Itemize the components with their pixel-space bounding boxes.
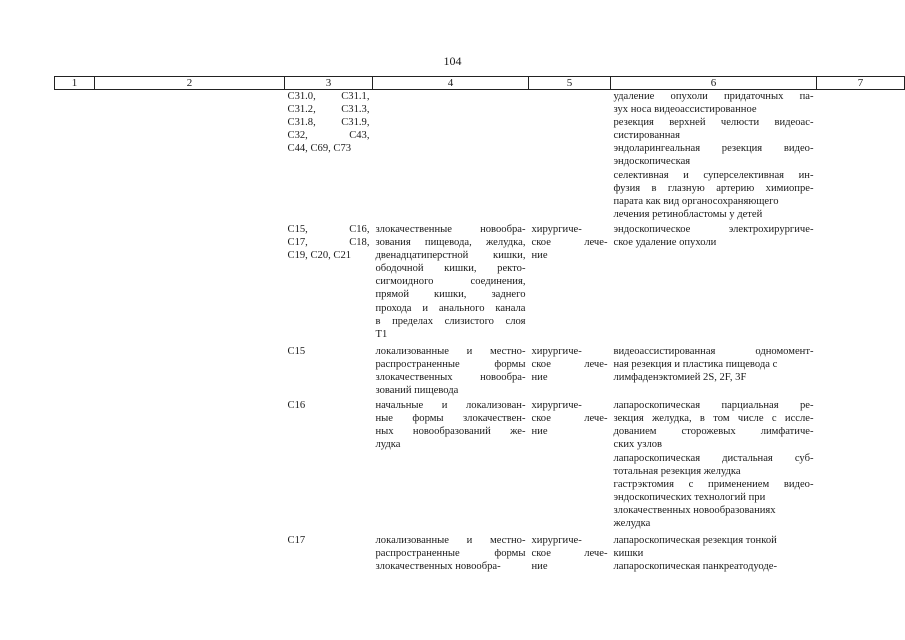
cell-treatment-method xyxy=(611,397,817,530)
text-line: ных новообразований же- xyxy=(375,426,526,438)
text-line: ободочной кишки, ректо- xyxy=(375,263,526,275)
column-header-4: 4 xyxy=(373,77,529,90)
table-row xyxy=(55,90,905,221)
text-line: злокачественные новообра- xyxy=(375,223,526,235)
text-line: C31.8, C31.9, xyxy=(287,117,370,129)
text-line: резекция верхней челюсти видеоас- xyxy=(613,117,814,129)
cell-icd-codes xyxy=(285,397,373,530)
text-line: двенадцатиперстной кишки, xyxy=(375,250,526,262)
text-line: кишки xyxy=(613,548,644,560)
cell-number xyxy=(55,397,95,530)
text-line: селективная и суперселективная ин- xyxy=(613,169,814,181)
cell-treatment-type xyxy=(529,221,611,341)
text-line: лимфаденэктомией 2S, 2F, 3F xyxy=(613,371,747,383)
text-line: злокачественных новообра- xyxy=(375,371,526,383)
cell-treatment-method xyxy=(611,530,817,573)
column-header-7: 7 xyxy=(817,77,905,90)
cell-disease-model xyxy=(373,397,529,530)
text-line: систированная xyxy=(613,130,680,142)
text-line: C19, C20, C21 xyxy=(287,250,352,262)
cell-disease-model xyxy=(373,90,529,221)
text-line: C16 xyxy=(287,400,306,412)
text-line: C44, C69, C73 xyxy=(287,143,352,155)
column-header-5: 5 xyxy=(529,77,611,90)
column-header-6: 6 xyxy=(611,77,817,90)
table-row xyxy=(55,530,905,573)
text-line: лапароскопическая панкреатодуоде- xyxy=(613,561,777,573)
cell-cost xyxy=(817,90,905,221)
cell-number xyxy=(55,221,95,341)
text-line: распространенные формы xyxy=(375,358,526,370)
text-line: ная резекция и пластика пищевода с xyxy=(613,358,778,370)
cell-profile xyxy=(95,341,285,397)
text-line: лапароскопическая парциальная ре- xyxy=(613,400,814,412)
cell-treatment-type xyxy=(529,90,611,221)
text-line: C31.0, C31.1, xyxy=(287,91,370,102)
text-line: ние xyxy=(531,250,548,262)
text-line: зух носа видеоассистированное xyxy=(613,104,757,116)
text-line: дованием сторожевых лимфатиче- xyxy=(613,426,814,438)
text-line: прямой кишки, заднего xyxy=(375,289,526,301)
text-line: видеоассистированная одномомент- xyxy=(613,345,814,357)
cell-cost xyxy=(817,530,905,573)
text-line: локализованные и местно- xyxy=(375,535,526,547)
text-line: гастрэктомия с применением видео- xyxy=(613,478,814,490)
cell-number xyxy=(55,530,95,573)
text-line: T1 xyxy=(375,328,388,340)
column-number-row xyxy=(55,77,905,90)
text-line: начальные и локализован- xyxy=(375,400,526,412)
text-line: C32, C43, xyxy=(287,130,370,142)
cell-icd-codes xyxy=(285,341,373,397)
column-header-3: 3 xyxy=(285,77,373,90)
text-line: C15 xyxy=(287,345,306,357)
text-line: лапароскопическая дистальная суб- xyxy=(613,452,814,464)
text-line: хирургиче- xyxy=(531,345,582,357)
text-line: ные формы злокачествен- xyxy=(375,413,526,425)
text-line: C17, C18, xyxy=(287,237,370,249)
text-line: ских узлов xyxy=(613,439,663,451)
text-line: злокачественных новообразованиях xyxy=(613,504,776,516)
text-line: ское лече- xyxy=(531,237,608,249)
text-line: C31.2, C31.3, xyxy=(287,104,370,116)
text-line: сигмоидного соединения, xyxy=(375,276,526,288)
cell-cost xyxy=(817,341,905,397)
cell-treatment-method xyxy=(611,90,817,221)
text-line: C17 xyxy=(287,535,306,547)
cell-disease-model xyxy=(373,221,529,341)
text-line: ское удаление опухоли xyxy=(613,237,717,249)
text-line: эндоскопическое электрохирургиче- xyxy=(613,223,814,235)
text-line: злокачественных новообра- xyxy=(375,561,501,573)
text-line: фузия в глазную артерию химиопре- xyxy=(613,182,814,194)
text-line: лечения ретинобластомы у детей xyxy=(613,208,763,220)
cell-disease-model xyxy=(373,530,529,573)
cell-disease-model xyxy=(373,341,529,397)
text-line: зекция желудка, в том числе с иссле- xyxy=(613,413,814,425)
text-line: ние xyxy=(531,561,548,573)
cell-cost xyxy=(817,397,905,530)
table-body xyxy=(55,90,905,574)
table-row xyxy=(55,341,905,397)
text-line: лапароскопическая резекция тонкой xyxy=(613,535,777,547)
page-number: 104 xyxy=(443,54,462,68)
text-line: зования пищевода, желудка, xyxy=(375,237,526,249)
cell-icd-codes xyxy=(285,221,373,341)
text-line: распространенные формы xyxy=(375,548,526,560)
text-line: удаление опухоли придаточных па- xyxy=(613,91,814,102)
text-line: желудка xyxy=(613,518,651,529)
cell-profile xyxy=(95,530,285,573)
text-line: локализованные и местно- xyxy=(375,345,526,357)
text-line: эндоскопическая xyxy=(613,156,691,168)
text-line: зований пищевода xyxy=(375,385,459,397)
text-line: парата как вид органосохраняющего xyxy=(613,195,779,207)
cell-number xyxy=(55,90,95,221)
text-line: тотальная резекция желудка xyxy=(613,465,741,477)
cell-treatment-type xyxy=(529,530,611,573)
text-line: хирургиче- xyxy=(531,400,582,412)
text-line: ние xyxy=(531,426,548,438)
text-line: C15, C16, xyxy=(287,223,370,235)
text-line: в пределах слизистого слоя xyxy=(375,315,526,327)
table-row xyxy=(55,397,905,530)
cell-number xyxy=(55,341,95,397)
column-header-1: 1 xyxy=(55,77,95,90)
cell-treatment-type xyxy=(529,397,611,530)
text-line: лудка xyxy=(375,439,401,451)
cell-profile xyxy=(95,221,285,341)
text-line: ское лече- xyxy=(531,413,608,425)
column-header-2: 2 xyxy=(95,77,285,90)
medical-care-table xyxy=(54,76,905,573)
text-line: ние xyxy=(531,371,548,383)
cell-profile xyxy=(95,90,285,221)
cell-icd-codes xyxy=(285,90,373,221)
cell-treatment-method xyxy=(611,221,817,341)
text-line: прохода и анального канала xyxy=(375,302,526,314)
cell-cost xyxy=(817,221,905,341)
cell-treatment-type xyxy=(529,341,611,397)
cell-treatment-method xyxy=(611,341,817,397)
text-line: эндоларингеальная резекция видео- xyxy=(613,143,814,155)
text-line: хирургиче- xyxy=(531,223,582,235)
cell-icd-codes xyxy=(285,530,373,573)
text-line: ское лече- xyxy=(531,358,608,370)
text-line: эндоскопических технологий при xyxy=(613,491,766,503)
text-line: ское лече- xyxy=(531,548,608,560)
table-row xyxy=(55,221,905,341)
text-line: хирургиче- xyxy=(531,535,582,547)
cell-profile xyxy=(95,397,285,530)
